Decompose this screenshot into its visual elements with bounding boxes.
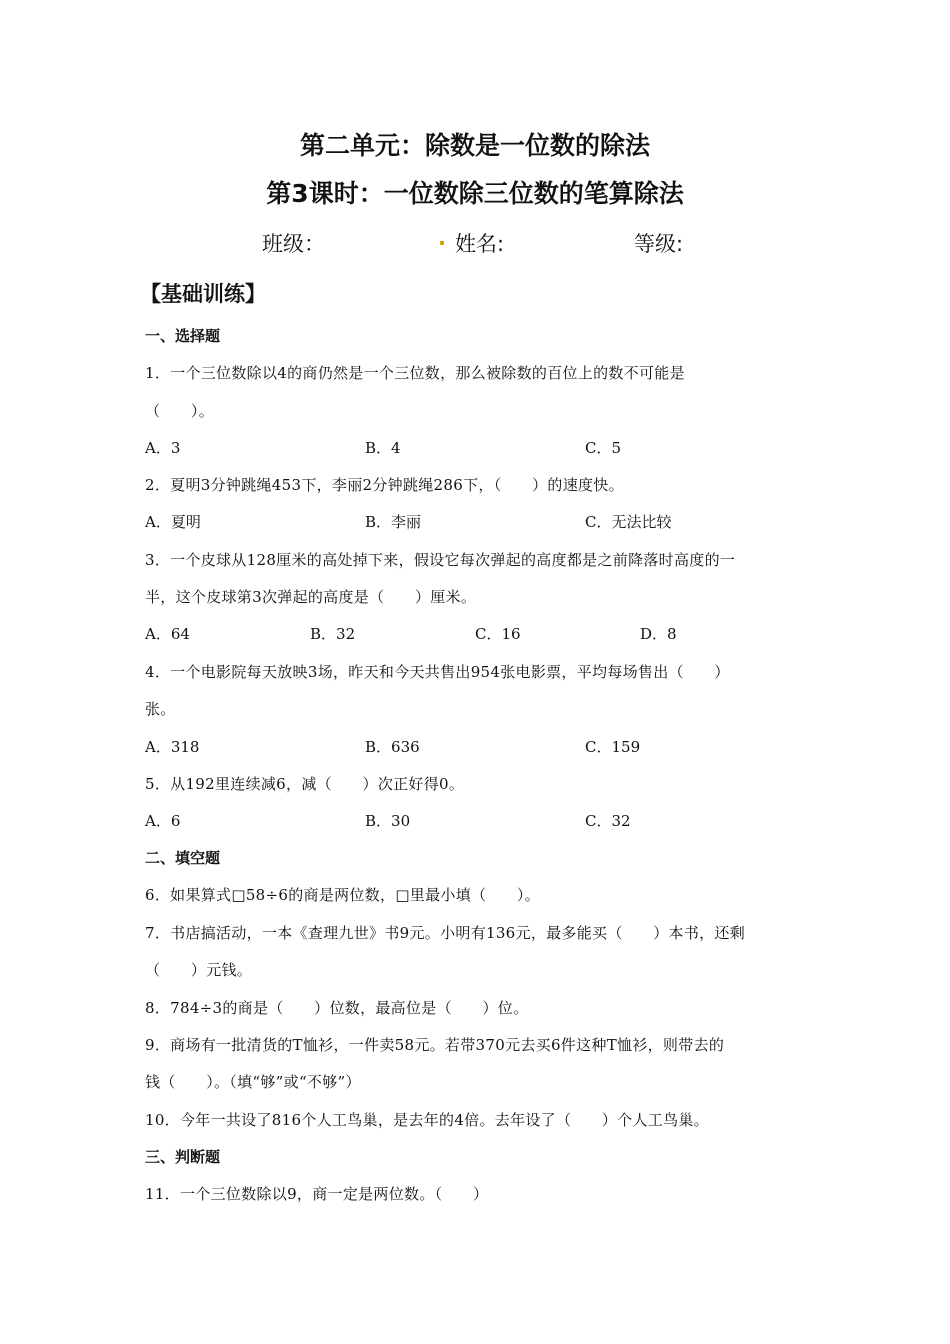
question-3-option-d: D．8 (640, 625, 677, 643)
question-5-line-1: 5．从192里连续减6，减（ ）次正好得0。 (145, 775, 465, 793)
question-9-line-1: 9．商场有一批清货的T恤衫，一件卖58元。若带370元去买6件这种T恤衫，则带去的 (145, 1036, 725, 1054)
question-1-option-c: C．5 (585, 439, 622, 457)
decorative-dot: . (438, 226, 446, 250)
question-2-option-a: A．夏明 (145, 513, 201, 531)
question-1-option-a: A．3 (145, 439, 181, 457)
question-2-line-1: 2．夏明3分钟跳绳453下，李丽2分钟跳绳286下，（ ）的速度快。 (145, 476, 624, 494)
part-title-fill-blank: 二、填空题 (145, 849, 221, 867)
question-7-line-2: （ ）元钱。 (145, 961, 253, 979)
lesson-title: 第3课时：一位数除三位数的笔算除法 (266, 179, 684, 208)
name-label: 姓名: (455, 232, 505, 256)
part-title-choice: 一、选择题 (145, 327, 221, 345)
question-11-line-1: 11．一个三位数除以9，商一定是两位数。（ ） (145, 1185, 489, 1203)
question-10-line-1: 10．今年一共设了816个人工鸟巢，是去年的4倍。去年设了（ ）个人工鸟巢。 (145, 1111, 709, 1129)
question-2-option-b: B．李丽 (365, 513, 422, 531)
question-3-line-1: 3．一个皮球从128厘米的高处掉下来，假设它每次弹起的高度都是之前降落时高度的一 (145, 551, 736, 569)
section-title: 【基础训练】 (140, 282, 266, 306)
question-8-line-1: 8．784÷3的商是（ ）位数，最高位是（ ）位。 (145, 999, 529, 1017)
question-4-line-2: 张。 (145, 700, 176, 718)
question-3-option-b: B．32 (310, 625, 356, 643)
unit-title: 第二单元：除数是一位数的除法 (299, 131, 650, 160)
question-3-line-2: 半，这个皮球第3次弹起的高度是（ ）厘米。 (145, 588, 477, 606)
question-4-line-1: 4．一个电影院每天放映3场，昨天和今天共售出954张电影票，平均每场售出（ ） (145, 663, 730, 681)
question-6-line-1: 6．如果算式□58÷6的商是两位数，□里最小填（ ）。 (145, 886, 540, 904)
question-5-option-a: A．6 (145, 812, 181, 830)
question-1-line-2: （ ）。 (145, 402, 215, 420)
question-4-option-a: A．318 (145, 738, 200, 756)
question-3-option-c: C．16 (475, 625, 521, 643)
question-1-line-1: 1．一个三位数除以4的商仍然是一个三位数，那么被除数的百位上的数不可能是 (145, 364, 685, 382)
question-9-line-2: 钱（ ）。（填“够”或“不够”） (145, 1073, 361, 1091)
question-7-line-1: 7．书店搞活动，一本《查理九世》书9元。小明有136元，最多能买（ ）本书，还剩 (145, 924, 746, 942)
question-1-option-b: B．4 (365, 439, 401, 457)
question-3-option-a: A．64 (145, 625, 190, 643)
question-5-option-b: B．30 (365, 812, 411, 830)
question-5-option-c: C．32 (585, 812, 631, 830)
class-label: 班级： (262, 232, 325, 256)
question-4-option-c: C．159 (585, 738, 641, 756)
grade-label: 等级: (634, 232, 684, 256)
part-title-judgement: 三、判断题 (145, 1148, 221, 1166)
question-4-option-b: B．636 (365, 738, 420, 756)
question-2-option-c: C．无法比较 (585, 513, 672, 531)
